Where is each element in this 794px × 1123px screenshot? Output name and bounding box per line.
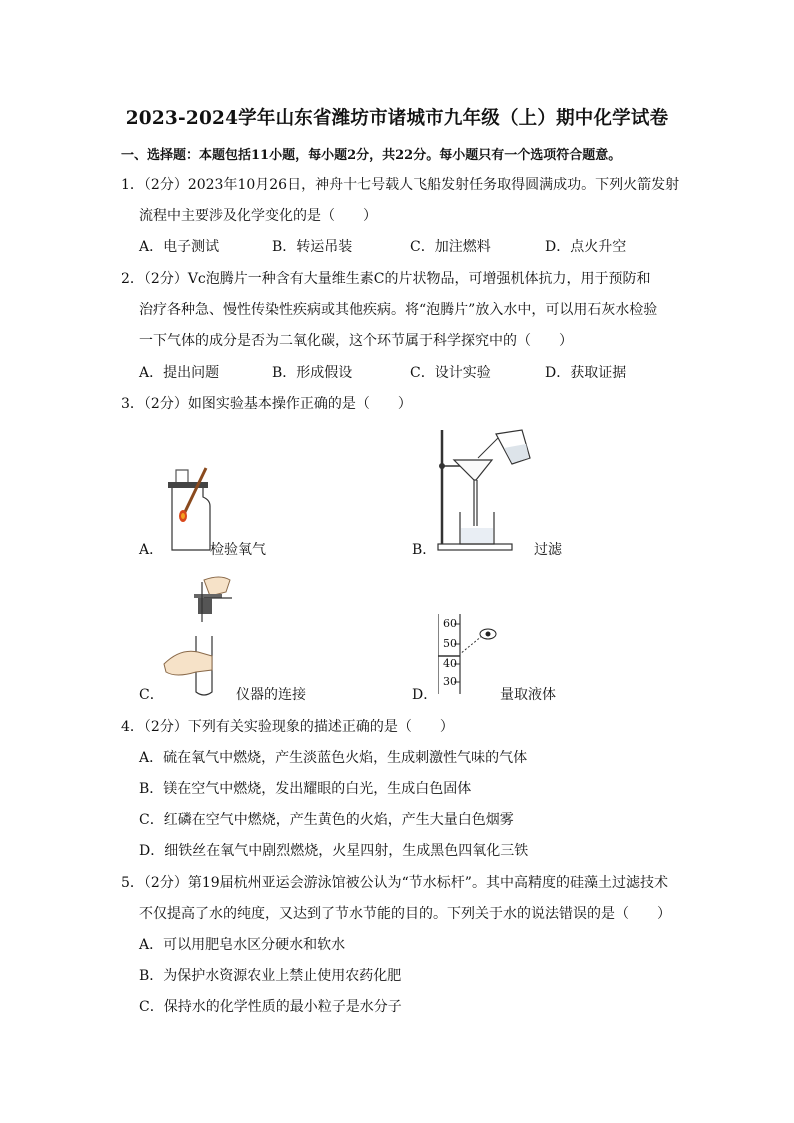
question-4-option-b: B．镁在空气中燃烧，发出耀眼的白光，生成白色固体 <box>139 781 472 797</box>
question-2-option-b: B．形成假设 <box>272 365 353 381</box>
cylinder-tick-40: 40 <box>443 657 457 670</box>
question-4-option-c: C．红磷在空气中燃烧，产生黄色的火焰，产生大量白色烟雾 <box>139 812 514 828</box>
cylinder-tick-60: 60 <box>443 617 457 630</box>
option-d-letter: D． <box>412 687 438 703</box>
option-c-letter: C． <box>139 687 164 703</box>
question-4-option-a: A．硫在氧气中燃烧，产生淡蓝色火焰，生成刺激性气味的气体 <box>139 750 528 766</box>
question-2-option-d: D．获取证据 <box>545 365 627 381</box>
question-1-option-a: A．电子测试 <box>139 239 220 255</box>
cylinder-tick-30: 30 <box>443 675 457 688</box>
option-b-label: 过滤 <box>534 542 562 558</box>
page-title: 2023-2024学年山东省潍坊市诸城市九年级（上）期中化学试卷 <box>125 108 669 129</box>
question-2-option-c: C．设计实验 <box>410 365 491 381</box>
question-5-option-b: B．为保护水资源农业上禁止使用农药化肥 <box>139 968 402 984</box>
section-heading: 一、选择题：本题包括11小题，每小题2分，共22分。每小题只有一个选项符合题意。 <box>121 148 622 163</box>
question-1-option-c: C．加注燃料 <box>410 239 491 255</box>
oxygen-test-bottle-figure <box>158 466 218 552</box>
question-5-line-1: 5．（2分）第19届杭州亚运会游泳馆被公认为“节水标杆”。其中高精度的硅藻土过滤技术 <box>121 875 668 891</box>
option-d-label: 量取液体 <box>500 687 556 703</box>
option-a-label: 检验氧气 <box>210 542 266 558</box>
filtration-setup-figure <box>434 428 534 552</box>
instrument-connection-figure <box>160 574 242 698</box>
question-2-line-1: 2．（2分）Vc泡腾片一种含有大量维生素C的片状物品，可增强机体抗力，用于预防和 <box>121 271 651 287</box>
question-2-line-3: 一下气体的成分是否为二氧化碳，这个环节属于科学探究中的（ ） <box>139 333 573 349</box>
question-4-option-d: D．细铁丝在氧气中剧烈燃烧，火星四射，生成黑色四氧化三铁 <box>139 843 529 859</box>
question-1-line-1: 1．（2分）2023年10月26日，神舟十七号载人飞船发射任务取得圆满成功。下列火箭发射 <box>121 177 680 193</box>
option-c-label: 仪器的连接 <box>236 687 306 703</box>
option-a-letter: A． <box>139 542 164 558</box>
cylinder-tick-50: 50 <box>443 637 457 650</box>
option-b-letter: B． <box>412 542 437 558</box>
question-3-line-1: 3．（2分）如图实验基本操作正确的是（ ） <box>121 396 412 412</box>
question-5-line-2: 不仅提高了水的纯度，又达到了节水节能的目的。下列关于水的说法错误的是（ ） <box>139 906 671 922</box>
question-5-option-a: A．可以用肥皂水区分硬水和软水 <box>139 937 346 953</box>
question-2-option-a: A．提出问题 <box>139 365 220 381</box>
question-1-option-b: B．转运吊装 <box>272 239 353 255</box>
question-2-line-2: 治疗各种急、慢性传染性疾病或其他疾病。将“泡腾片”放入水中，可以用石灰水检验 <box>139 302 658 318</box>
question-1-option-d: D．点火升空 <box>545 239 627 255</box>
question-1-line-2: 流程中主要涉及化学变化的是（ ） <box>139 208 377 224</box>
question-4-line-1: 4．（2分）下列有关实验现象的描述正确的是（ ） <box>121 719 454 735</box>
question-5-option-c: C．保持水的化学性质的最小粒子是水分子 <box>139 999 402 1015</box>
